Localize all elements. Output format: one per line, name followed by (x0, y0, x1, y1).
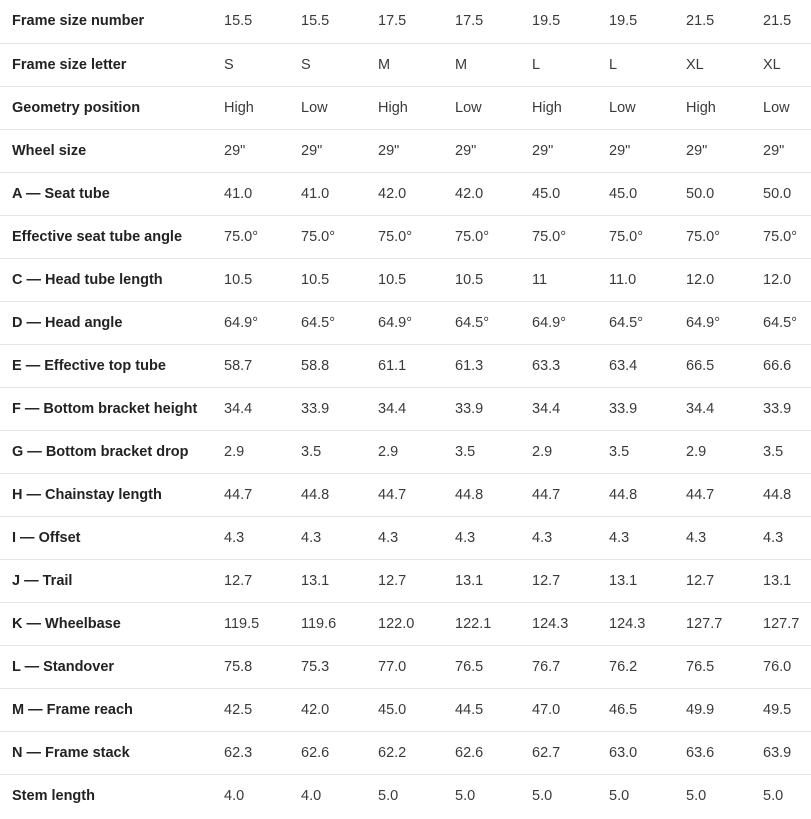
table-cell: 44.5 (455, 701, 484, 718)
table-cell: 124.3 (609, 615, 646, 632)
table-row (0, 344, 811, 387)
row-label: N — Frame stack (12, 744, 130, 761)
table-cell: 61.3 (455, 357, 484, 374)
table-cell: 34.4 (224, 400, 253, 417)
table-cell: 75.0° (378, 228, 413, 245)
table-cell: 64.5° (455, 314, 490, 331)
table-cell: 17.5 (455, 13, 484, 30)
table-cell: 50.0 (763, 185, 792, 202)
table-cell: 17.5 (378, 13, 407, 30)
table-cell: 46.5 (609, 701, 638, 718)
row-label: C — Head tube length (12, 271, 163, 288)
table-cell: 45.0 (378, 701, 407, 718)
table-cell: 62.7 (532, 744, 561, 761)
table-row (0, 731, 811, 774)
table-cell: High (224, 99, 254, 116)
table-cell: 76.5 (455, 658, 484, 675)
table-cell: Low (301, 99, 328, 116)
table-cell: 33.9 (763, 400, 792, 417)
table-cell: 44.8 (455, 486, 484, 503)
table-cell: XL (686, 56, 704, 73)
table-row (0, 473, 811, 516)
table-cell: 63.3 (532, 357, 561, 374)
table-cell: 10.5 (301, 271, 330, 288)
table-cell: 64.9° (224, 314, 259, 331)
table-cell: 12.7 (378, 572, 407, 589)
row-label: M — Frame reach (12, 701, 133, 718)
table-cell: 13.1 (301, 572, 330, 589)
table-cell: 122.1 (455, 615, 492, 632)
table-cell: 11 (532, 271, 548, 288)
table-cell: 66.5 (686, 357, 715, 374)
table-cell: 5.0 (532, 787, 553, 804)
table-cell: XL (763, 56, 781, 73)
row-label: L — Standover (12, 658, 115, 675)
table-cell: 29" (301, 142, 323, 159)
table-cell: 119.5 (224, 615, 260, 632)
row-label: Frame size letter (12, 56, 127, 73)
table-cell: 63.9 (763, 744, 792, 761)
table-cell: 10.5 (378, 271, 407, 288)
table-cell: 42.0 (455, 185, 484, 202)
table-cell: 12.0 (763, 271, 792, 288)
table-cell: 64.9° (532, 314, 567, 331)
table-row (0, 645, 811, 688)
table-cell: S (301, 56, 311, 73)
table-cell: 15.5 (224, 13, 253, 30)
table-cell: 29" (224, 142, 246, 159)
table-cell: 49.9 (686, 701, 715, 718)
table-cell: 77.0 (378, 658, 407, 675)
table-row (0, 688, 811, 731)
row-label: Stem length (12, 787, 95, 804)
table-cell: 13.1 (609, 572, 638, 589)
row-label: Frame size number (12, 13, 145, 30)
table-cell: 2.9 (532, 443, 553, 460)
table-cell: 75.0° (455, 228, 490, 245)
row-label: K — Wheelbase (12, 615, 121, 632)
table-cell: 64.5° (301, 314, 336, 331)
table-cell: High (378, 99, 408, 116)
table-cell: L (532, 56, 541, 73)
table-cell: 41.0 (301, 185, 330, 202)
table-cell: 5.0 (686, 787, 707, 804)
table-cell: 4.3 (224, 529, 245, 546)
table-row (0, 86, 811, 129)
table-cell: 49.5 (763, 701, 792, 718)
table-cell: 124.3 (532, 615, 569, 632)
table-cell: 44.8 (301, 486, 330, 503)
table-cell: 13.1 (763, 572, 792, 589)
table-cell: 58.8 (301, 357, 330, 374)
table-cell: 64.9° (378, 314, 413, 331)
table-row (0, 602, 811, 645)
table-cell: 63.0 (609, 744, 638, 761)
table-cell: 5.0 (378, 787, 399, 804)
table-cell: 2.9 (686, 443, 707, 460)
table-cell: 4.3 (532, 529, 553, 546)
table-cell: 44.7 (224, 486, 253, 503)
table-cell: L (609, 56, 618, 73)
table-cell: 44.7 (686, 486, 715, 503)
table-row (0, 430, 811, 473)
table-cell: Low (455, 99, 482, 116)
table-row (0, 0, 811, 43)
table-cell: 13.1 (455, 572, 484, 589)
table-row (0, 172, 811, 215)
table-cell: 2.9 (224, 443, 245, 460)
table-cell: M (378, 56, 391, 73)
table-cell: 75.0° (686, 228, 721, 245)
table-cell: 19.5 (532, 13, 561, 30)
table-cell: 75.0° (301, 228, 336, 245)
row-label: F — Bottom bracket height (12, 400, 198, 417)
table-cell: 10.5 (455, 271, 484, 288)
table-cell: 76.7 (532, 658, 561, 675)
table-cell: 29" (763, 142, 785, 159)
table-cell: 33.9 (609, 400, 638, 417)
table-cell: 3.5 (455, 443, 476, 460)
table-cell: 29" (686, 142, 708, 159)
table-cell: 44.8 (763, 486, 792, 503)
table-cell: 127.7 (763, 615, 800, 632)
table-cell: 127.7 (686, 615, 723, 632)
table-cell: 3.5 (301, 443, 322, 460)
table-cell: 19.5 (609, 13, 638, 30)
table-cell: High (686, 99, 716, 116)
table-cell: 45.0 (532, 185, 561, 202)
table-cell: 33.9 (455, 400, 484, 417)
table-row (0, 774, 811, 817)
row-label: A — Seat tube (12, 185, 110, 202)
table-cell: 29" (378, 142, 400, 159)
table-cell: 47.0 (532, 701, 561, 718)
table-cell: 4.0 (301, 787, 322, 804)
row-label: G — Bottom bracket drop (12, 443, 189, 460)
table-cell: 45.0 (609, 185, 638, 202)
table-cell: 64.9° (686, 314, 721, 331)
row-label: H — Chainstay length (12, 486, 162, 503)
row-label: Effective seat tube angle (12, 228, 183, 245)
table-cell: 76.0 (763, 658, 792, 675)
table-cell: 33.9 (301, 400, 330, 417)
table-cell: 63.6 (686, 744, 715, 761)
table-cell: 12.7 (532, 572, 561, 589)
table-cell: 64.5° (763, 314, 798, 331)
table-cell: 12.7 (224, 572, 253, 589)
row-label: E — Effective top tube (12, 357, 166, 374)
table-cell: Low (763, 99, 790, 116)
table-row (0, 387, 811, 430)
table-cell: 63.4 (609, 357, 638, 374)
table-cell: 4.3 (301, 529, 322, 546)
table-cell: 29" (532, 142, 554, 159)
table-cell: 76.2 (609, 658, 638, 675)
table-row (0, 258, 811, 301)
table-cell: 41.0 (224, 185, 253, 202)
table-cell: 2.9 (378, 443, 399, 460)
table-cell: 62.2 (378, 744, 407, 761)
table-cell: 29" (609, 142, 631, 159)
table-cell: 64.5° (609, 314, 644, 331)
table-cell: 42.0 (301, 701, 330, 718)
table-cell: 75.0° (532, 228, 567, 245)
table-cell: 75.0° (763, 228, 798, 245)
table-cell: 29" (455, 142, 477, 159)
table-cell: 15.5 (301, 13, 330, 30)
table-cell: 62.3 (224, 744, 253, 761)
table-cell: 4.3 (378, 529, 399, 546)
table-cell: 61.1 (378, 357, 407, 374)
table-cell: 3.5 (763, 443, 784, 460)
table-row (0, 215, 811, 258)
table-cell: S (224, 56, 234, 73)
table-cell: High (532, 99, 562, 116)
table-cell: 34.4 (532, 400, 561, 417)
table-cell: 75.0° (609, 228, 644, 245)
table-cell: Low (609, 99, 636, 116)
table-row (0, 301, 811, 344)
table-cell: 44.8 (609, 486, 638, 503)
table-row (0, 516, 811, 559)
table-cell: 5.0 (609, 787, 630, 804)
table-cell: 76.5 (686, 658, 715, 675)
table-cell: 58.7 (224, 357, 253, 374)
table-cell: M (455, 56, 468, 73)
table-cell: 34.4 (378, 400, 407, 417)
table-cell: 50.0 (686, 185, 715, 202)
table-cell: 42.0 (378, 185, 407, 202)
table-cell: 75.8 (224, 658, 253, 675)
table-cell: 11.0 (609, 271, 637, 288)
table-cell: 122.0 (378, 615, 415, 632)
table-cell: 34.4 (686, 400, 715, 417)
table-cell: 3.5 (609, 443, 630, 460)
table-row (0, 129, 811, 172)
table-cell: 4.3 (455, 529, 476, 546)
table-cell: 4.3 (686, 529, 707, 546)
table-cell: 4.3 (609, 529, 630, 546)
table-cell: 12.7 (686, 572, 715, 589)
table-cell: 62.6 (301, 744, 330, 761)
table-cell: 21.5 (686, 13, 715, 30)
row-label: J — Trail (12, 572, 73, 589)
table-cell: 21.5 (763, 13, 792, 30)
row-label: D — Head angle (12, 314, 123, 331)
table-cell: 5.0 (455, 787, 476, 804)
table-cell: 5.0 (763, 787, 784, 804)
table-row (0, 43, 811, 86)
table-cell: 66.6 (763, 357, 792, 374)
table-row (0, 559, 811, 602)
table-cell: 10.5 (224, 271, 253, 288)
table-cell: 42.5 (224, 701, 253, 718)
table-cell: 4.0 (224, 787, 245, 804)
row-label: I — Offset (12, 529, 81, 546)
table-cell: 12.0 (686, 271, 715, 288)
table-cell: 75.0° (224, 228, 259, 245)
table-cell: 44.7 (532, 486, 561, 503)
table-cell: 4.3 (763, 529, 784, 546)
row-label: Wheel size (12, 142, 87, 159)
table-cell: 75.3 (301, 658, 330, 675)
table-cell: 44.7 (378, 486, 407, 503)
row-label: Geometry position (12, 99, 141, 116)
table-cell: 62.6 (455, 744, 484, 761)
table-cell: 119.6 (301, 615, 337, 632)
